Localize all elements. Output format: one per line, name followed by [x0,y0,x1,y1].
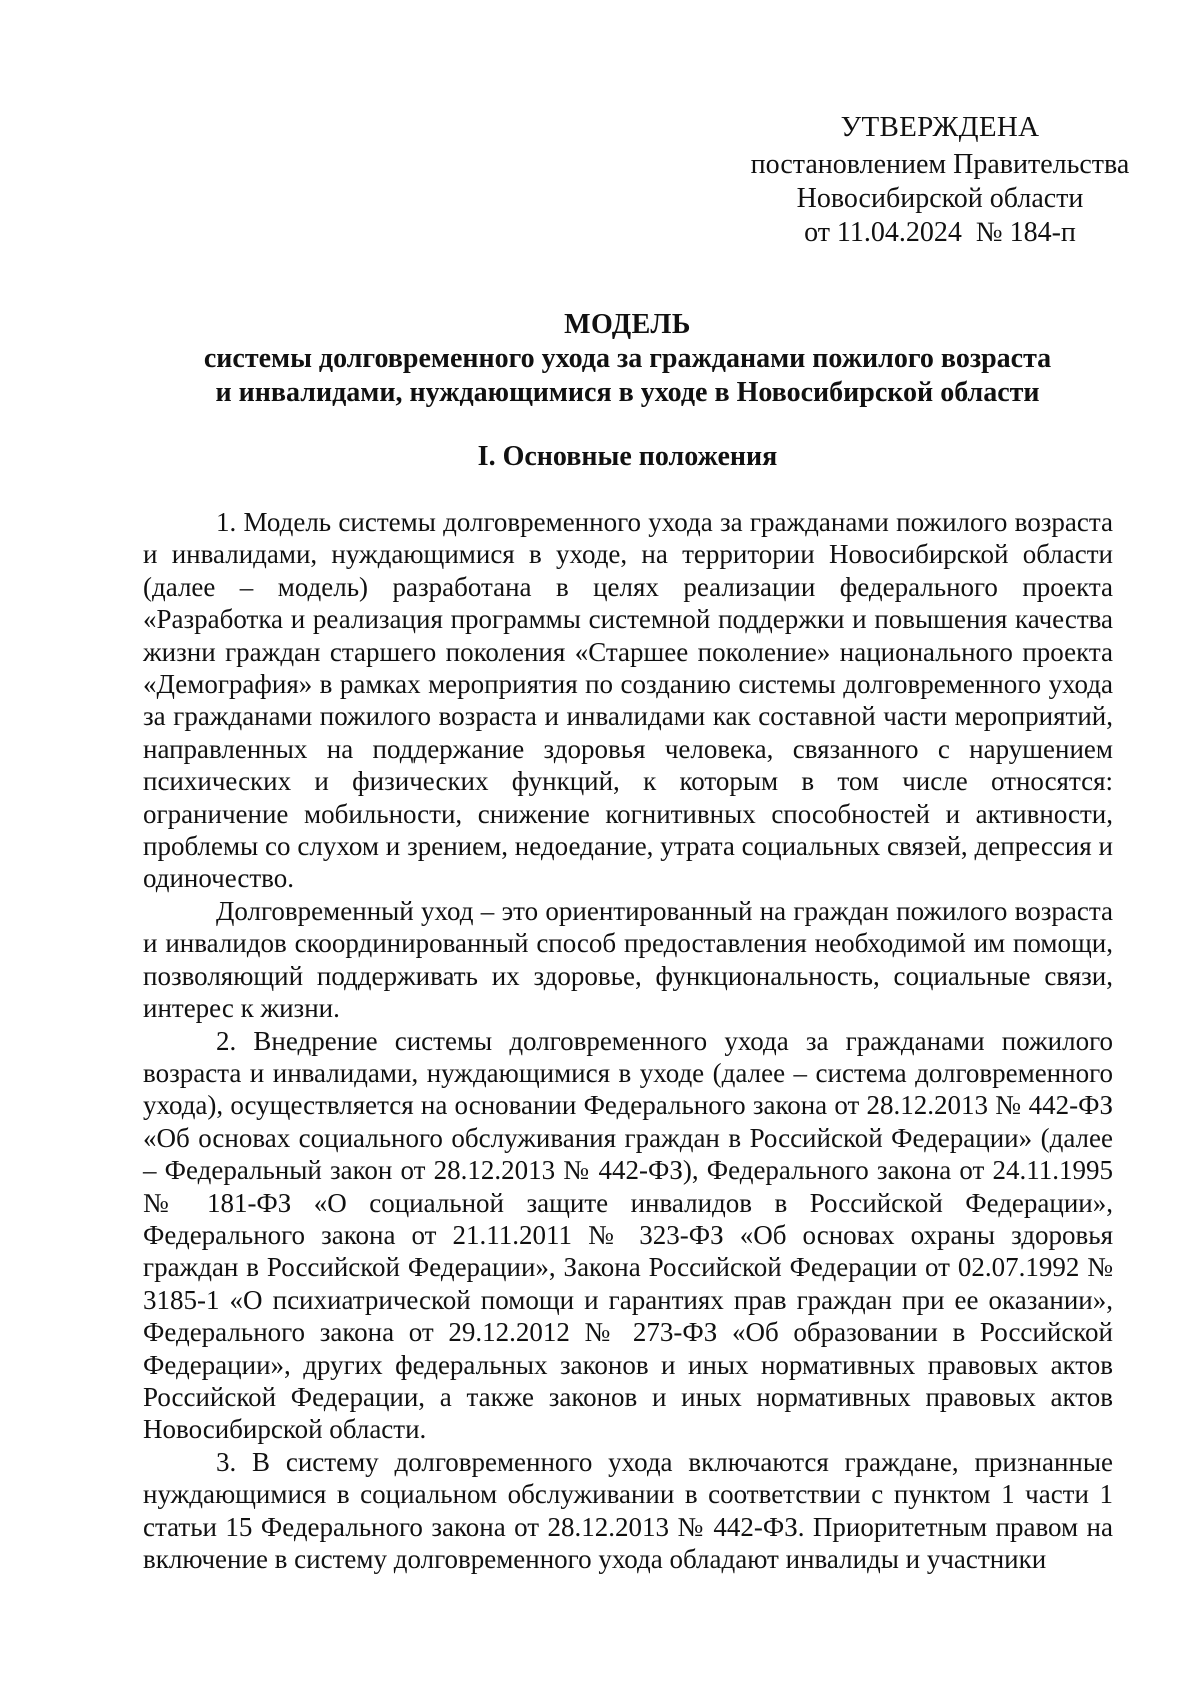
approval-date-number: от 11.04.2024 № 184-п [804,217,1076,248]
section-heading: I. Основные положения [477,441,778,472]
document-title: МОДЕЛЬ [564,309,691,340]
document-subtitle-line: системы долговременного ухода за гражданами пожилого возраста [203,343,1052,374]
paragraph: 2. Внедрение системы долговременного ухода за гражданами пожилого возраста и инвалидами, нуждающимися в уходе (далее – система долговременного ухода), осуществляется на основании Федерального закона от 28.12.2013 № 442-ФЗ «Об основах социального обслуживания граждан в Российской Федерации» (далее – Федеральный закон от 28.12.2013 № 442-ФЗ), Федерального закона от 24.11.1995 № 181-ФЗ «О социальной защите инвалидов в Российской Федерации», Федерального закона от 21.11.2011 № 323-ФЗ «Об основах охраны здоровья граждан в Российской Федерации», Закона Российской Федерации от 02.07.1992 № 3185-1 «О психиатрической помощи и гарантиях прав граждан при ее оказании», Федерального закона от 29.12.2012 № 273-ФЗ «Об образовании в Российской Федерации», других федеральных законов и иных нормативных правовых актов Российской Федерации, а также законов и иных нормативных правовых актов Новосибирской области. [143,1025,1113,1445]
document-body [143,506,1113,1575]
approval-stamp: УТВЕРЖДЕНА [840,111,1040,143]
approval-line: постановлением Правительства [750,149,1130,180]
document-title-block [140,308,1115,410]
paragraph: Долговременный уход – это ориентированный на граждан пожилого возраста и инвалидов скоординированный способ предоставления необходимой им помощи, позволяющий поддерживать их здоровье, функциональность, социальные связи, интерес к жизни. [143,895,1113,1024]
paragraph: 3. В систему долговременного ухода включаются граждане, признанные нуждающимися в социальном обслуживании в соответствии с пунктом 1 части 1 статьи 15 Федерального закона от 28.12.2013 № 442-ФЗ. Приоритетным правом на включение в систему долговременного ухода обладают инвалиды и участники [143,1446,1113,1574]
approval-block [740,110,1140,250]
document-subtitle-line: и инвалидами, нуждающимися в уходе в Новосибирской области [215,377,1040,408]
approval-line: Новосибирской области [796,183,1084,214]
paragraph: 1. Модель системы долговременного ухода за гражданами пожилого возраста и инвалидами, нуждающимися в уходе, на территории Новосибирской области (далее – модель) разработана в целях реализации федерального проекта «Разработка и реализация программы системной поддержки и повышения качества жизни граждан старшего поколения «Старшее поколение» национального проекта «Демография» в рамках мероприятия по созданию системы долговременного ухода за гражданами пожилого возраста и инвалидами как составной части мероприятий, направленных на поддержание здоровья человека, связанного с нарушением психических и физических функций, к которым в том числе относятся: ограничение мобильности, снижение когнитивных способностей и активности, проблемы со слухом и зрением, недоедание, утрата социальных связей, депрессия и одиночество. [143,507,1113,894]
